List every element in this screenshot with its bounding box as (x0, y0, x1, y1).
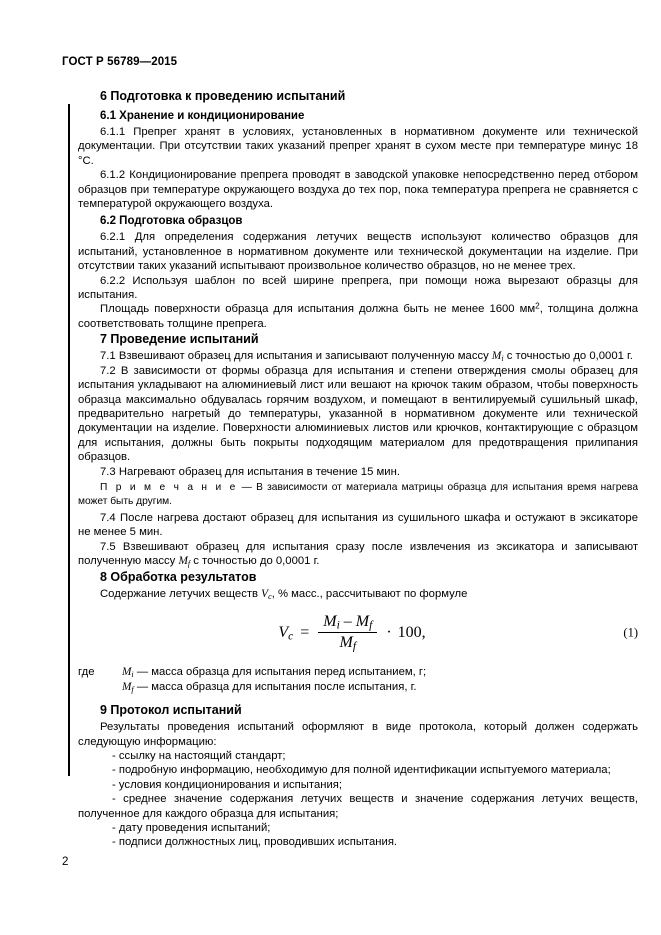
formula-fraction (318, 613, 377, 653)
list-item: - подробную информацию, необходимую для полной идентификации испытуемого материала; (112, 764, 611, 777)
note-text: — В зависимости от материала матрицы образца для испытания время нагрева может быть другим. (78, 481, 638, 507)
paragraph-6-1-2: 6.1.2 Кондиционирование препрега проводят в заводской упаковке непосредственно перед отбором образцов при температуре окружающего воздуха до тех пор, пока температура препрега не сравняется с температурой окружающего воздуха. (78, 169, 638, 211)
numerator-symbol-2: M (355, 613, 370, 631)
paragraph-7-4: 7.4 После нагрева достают образец для испытания из сушильного шкафа и остужают в эксикаторе не менее 5 мин. (78, 511, 638, 539)
formula-lhs-subscript: c (288, 630, 294, 643)
legend-text: — масса образца для испытания перед испытанием, г; (133, 665, 427, 678)
legend-items (122, 665, 426, 694)
list-item: - условия кондиционирования и испытания; (112, 778, 343, 791)
p75-text-before: 7.5 Взвешивают образец для испытания сразу после извлечения из эксикатора и записывают полученную массу (78, 540, 638, 568)
area-superscript: 2 (535, 302, 540, 312)
list-item: - ссылку на настоящий стандарт; (112, 749, 286, 762)
volatile-content-symbol: V (261, 587, 269, 600)
paragraph-7-2: 7.2 В зависимости от формы образца для испытания и степени отверждения смолы образец для испытания укладывают на алюминиевый лист или вешают на крючок таким образом, чтобы поверхность образца максимально обдувалась горячим воздухом, и помещают в вентилируемый сушильный шкаф, предварительно нагретый до температуры, указанной в нормативном документе или технической документации на изделие. Поверхности алюминиевых листов или крючков, контактирующие с образцом для испытания, должны быть покрыты подходящим материалом для предотвращения прилипания образцов. (78, 364, 638, 464)
intro-text-after: , % масс., рассчитывают по формуле (271, 587, 468, 600)
fraction-bar (318, 632, 377, 633)
page-number: 2 (62, 856, 69, 868)
paragraph-6-2-1: 6.2.1 Для определения содержания летучих веществ используют количество образцов для испытаний, установленное в нормативном документе или технической документации на изделие. При отсутствии таких указаний испытывают произвольное количество образцов, но не менее трех. (78, 231, 638, 273)
mass-initial-symbol: M (491, 350, 502, 363)
running-header: ГОСТ Р 56789—2015 (62, 56, 178, 68)
page-content (78, 88, 638, 850)
section-heading-7: 7 Проведение испытаний (100, 332, 259, 347)
denominator-symbol: M (339, 634, 353, 652)
paragraph-6-2-2: 6.2.2 Используя шаблон по всей ширине препрега, при помощи ножа вырезают образцы для испытания. (78, 274, 638, 302)
mass-initial-subscript: i (501, 354, 504, 364)
formula-multiplication-dot: · (386, 623, 392, 641)
section-heading-9: 9 Протокол испытаний (100, 703, 242, 718)
paragraph-9-intro: Результаты проведения испытаний оформляют в виде протокола, который должен содержать следующую информацию: (78, 721, 638, 748)
formula-block (78, 605, 638, 661)
note-label: П р и м е ч а н и е (100, 481, 238, 493)
formula-equals: = (300, 623, 310, 641)
formula-numerator (318, 613, 377, 631)
section-heading-6-1: 6.1 Хранение и кондиционирование (100, 110, 305, 122)
formula-expression (278, 613, 425, 653)
paragraph-6-2-area (78, 302, 638, 331)
mass-final-subscript: f (187, 558, 191, 568)
numerator-symbol-1: M (323, 613, 337, 631)
legend-item (122, 680, 426, 695)
paragraph-7-1 (78, 349, 638, 363)
list-item: - подписи должностных лиц, проводивших испытания. (112, 836, 398, 849)
volatile-content-subscript: c (268, 591, 272, 601)
p75-text-after: с точностью до 0,0001 г. (190, 555, 320, 568)
list-item: - дату проведения испытаний; (112, 822, 271, 834)
mass-final-symbol: M (178, 555, 188, 568)
paragraph-8-intro (78, 587, 638, 601)
formula-denominator (335, 634, 362, 652)
p71-text-before: 7.1 Взвешивают образец для испытания и записывают полученную массу (100, 350, 492, 363)
formula-number: (1) (623, 625, 638, 640)
legend-symbol: M (122, 665, 132, 678)
numerator-minus: – (343, 613, 352, 631)
denominator-subscript: f (352, 641, 357, 653)
p71-text-after: с точностью до 0,0001 г. (503, 350, 633, 363)
legend-text: — масса образца для испытания после испытания, г. (133, 680, 417, 693)
area-text-before: Площадь поверхности образца для испытания должна быть не менее 1600 мм (100, 303, 536, 316)
change-bar (68, 104, 70, 776)
formula-lhs-symbol: V (278, 623, 289, 641)
list-item: - среднее значение содержания летучих веществ и значение содержания летучих веществ, полученное для каждого образца для испытания; (78, 793, 638, 820)
area-text-after: , толщина должна соответствовать толщине препрега. (78, 303, 638, 330)
legend-item (122, 665, 426, 680)
legend-label: где (78, 665, 95, 678)
legend-subscript: i (131, 669, 134, 679)
section-heading-6-2: 6.2 Подготовка образцов (100, 215, 243, 228)
legend-symbol: M (122, 680, 132, 693)
note-7-3 (78, 479, 638, 511)
numerator-subscript-1: i (336, 619, 340, 632)
paragraph-7-5 (78, 540, 638, 569)
intro-text-before: Содержание летучих веществ (100, 587, 262, 600)
section-heading-6: 6 Подготовка к проведению испытаний (100, 89, 346, 103)
formula-lhs (278, 624, 293, 642)
legend-subscript: f (131, 684, 134, 694)
formula-multiplier: 100, (397, 623, 426, 641)
formula-legend (78, 663, 638, 694)
paragraph-6-1-1: 6.1.1 Препрег хранят в условиях, установленных в нормативном документе или технической документации. При отсутствии таких указаний препрег хранят в сухом месте при температуре минус 18 °C. (78, 126, 638, 167)
section-heading-8: 8 Обработка результатов (100, 569, 257, 584)
paragraph-7-3: 7.3 Нагревают образец для испытания в течение 15 мин. (100, 465, 400, 478)
numerator-subscript-2: f (369, 619, 373, 632)
